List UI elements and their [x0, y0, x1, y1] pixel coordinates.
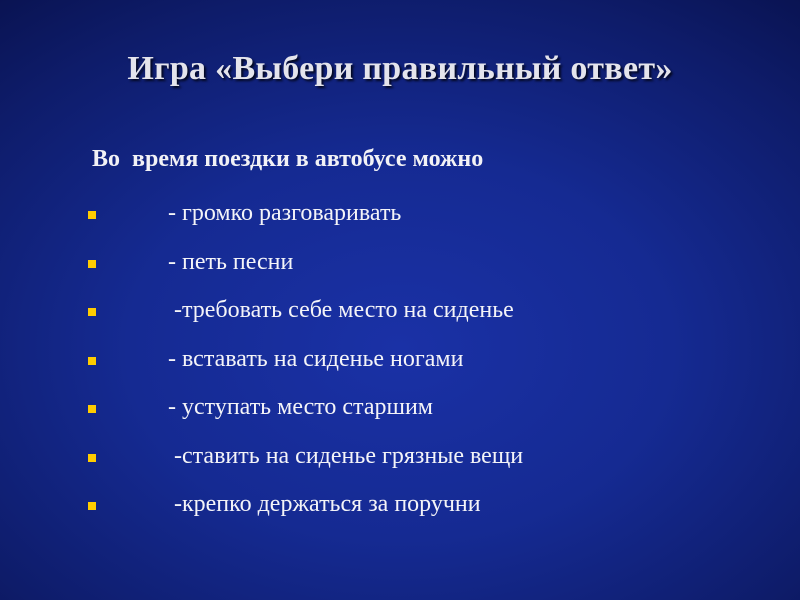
square-bullet-icon — [88, 211, 96, 219]
question-intro: Во время поездки в автобусе можно — [92, 146, 484, 172]
answer-option — [0, 241, 800, 290]
answer-option-text: - вставать на сиденье ногами — [168, 345, 464, 372]
answer-option-text: - уступать место старшим — [168, 394, 433, 420]
slide-title: Игра «Выбери правильный ответ» — [127, 50, 673, 87]
answer-option-text: -ставить на сиденье грязные вещи — [168, 442, 524, 469]
answer-option — [0, 435, 800, 484]
answer-option-text: -требовать себе место на сиденье — [168, 297, 514, 323]
answer-option-text: - громко разговаривать — [168, 200, 402, 226]
answer-option-text: -крепко держаться за поручни — [168, 491, 481, 517]
answer-option — [0, 386, 800, 435]
square-bullet-icon — [88, 357, 96, 365]
answer-option — [0, 192, 800, 241]
answer-option-text: - петь песни — [168, 248, 294, 275]
answer-options-list — [0, 192, 800, 532]
square-bullet-icon — [88, 260, 96, 268]
answer-option — [0, 483, 800, 532]
square-bullet-icon — [88, 454, 96, 462]
answer-option — [0, 289, 800, 338]
square-bullet-icon — [88, 405, 96, 413]
square-bullet-icon — [88, 502, 96, 510]
square-bullet-icon — [88, 308, 96, 316]
answer-option — [0, 338, 800, 387]
